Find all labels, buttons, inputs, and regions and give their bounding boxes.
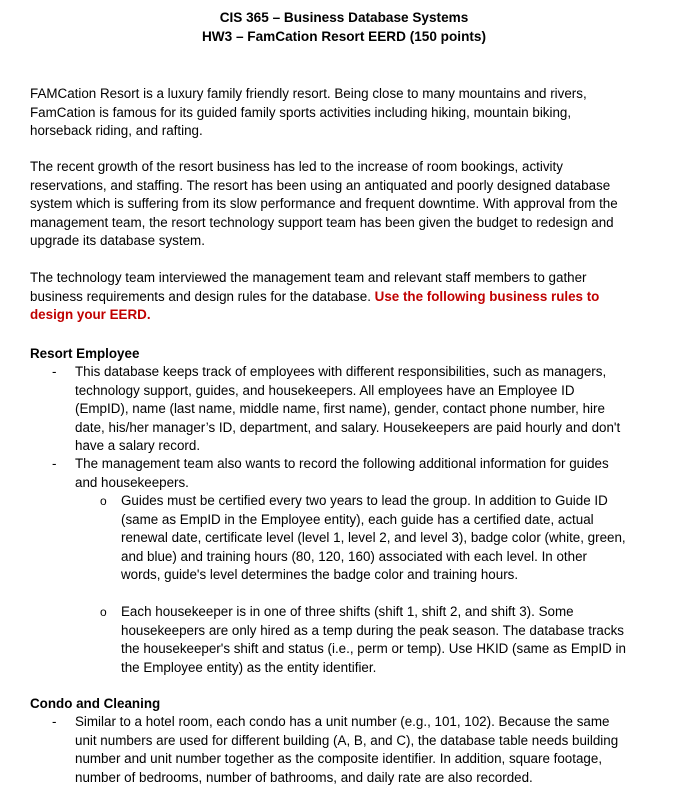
housekeeper-rule: Each housekeeper is in one of three shifts (shift 1, shift 2, and shift 3). Some housekeepers are only hired as a temp during the peak season. The database tracks the housekeeper's shift and status (i.e., perm or temp). Use HKID (same as EmpID in the Employee entity) as the entity identifier.	[121, 604, 626, 675]
intro-paragraph-1: FAMCation Resort is a luxury family friendly resort. Being close to many mountains and rivers, FamCation is famous for its guided family sports activities including hiking, mountain biking, horseback riding, and rafting.	[30, 86, 587, 139]
employee-rule-2: The management team also wants to record the following additional information for guides and housekeepers.	[75, 456, 609, 490]
intro-paragraph-3	[30, 269, 630, 325]
employee-rule-1: This database keeps track of employees with different responsibilities, such as managers, technology support, guides, and housekeepers. All employees have an Employee ID (EmpID), name (last name, middle name, first name), gender, contact phone number, hire date, his/her manager’s ID, department, and salary. Housekeepers are paid hourly and don't have a salary record.	[75, 364, 621, 454]
business-rules-callout: Use the following business rules to design your EERD.	[30, 288, 600, 323]
dash-bullet-icon: -	[52, 714, 57, 729]
assignment-title: HW3 – FamCation Resort EERD (150 points)	[201, 29, 486, 44]
circle-bullet-icon: o	[100, 494, 107, 508]
section-heading-resort-employee: Resort Employee	[30, 346, 140, 361]
intro-paragraph-3-text: The technology team interviewed the management team and relevant staff members to gather business requirements and design rules for the database.	[30, 270, 587, 304]
circle-bullet-icon: o	[100, 605, 107, 619]
intro-paragraph-2: The recent growth of the resort business has led to the increase of room bookings, activity reservations, and staffing. The resort has been using an antiquated and poorly designed database system which is suffering from its slow performance and frequent downtime. With approval from the management team, the resort technology support team has been given the budget to redesign and upgrade its database system.	[30, 159, 618, 249]
condo-rule-1: Similar to a hotel room, each condo has a unit number (e.g., 101, 102). Because the same unit numbers are used for different building (A, B, and C), the database table needs building number and unit number together as the composite identifier. In addition, square footage, number of bedrooms, number of bathrooms, and daily rate are also recorded.	[75, 714, 619, 785]
guide-rule: Guides must be certified every two years to lead the group. In addition to Guide ID (same as EmpID in the Employee entity), each guide has a certified date, actual renewal date, certificate level (level 1, level 2, and level 3), badge color (white, green, and blue) and training hours (80, 120, 160) associated with each level. In other words, guide's level determines the badge color and training hours.	[121, 493, 626, 583]
course-title: CIS 365 – Business Database Systems	[219, 10, 469, 25]
dash-bullet-icon: -	[52, 456, 57, 471]
section-heading-condo-cleaning: Condo and Cleaning	[30, 696, 161, 711]
dash-bullet-icon: -	[52, 364, 57, 379]
